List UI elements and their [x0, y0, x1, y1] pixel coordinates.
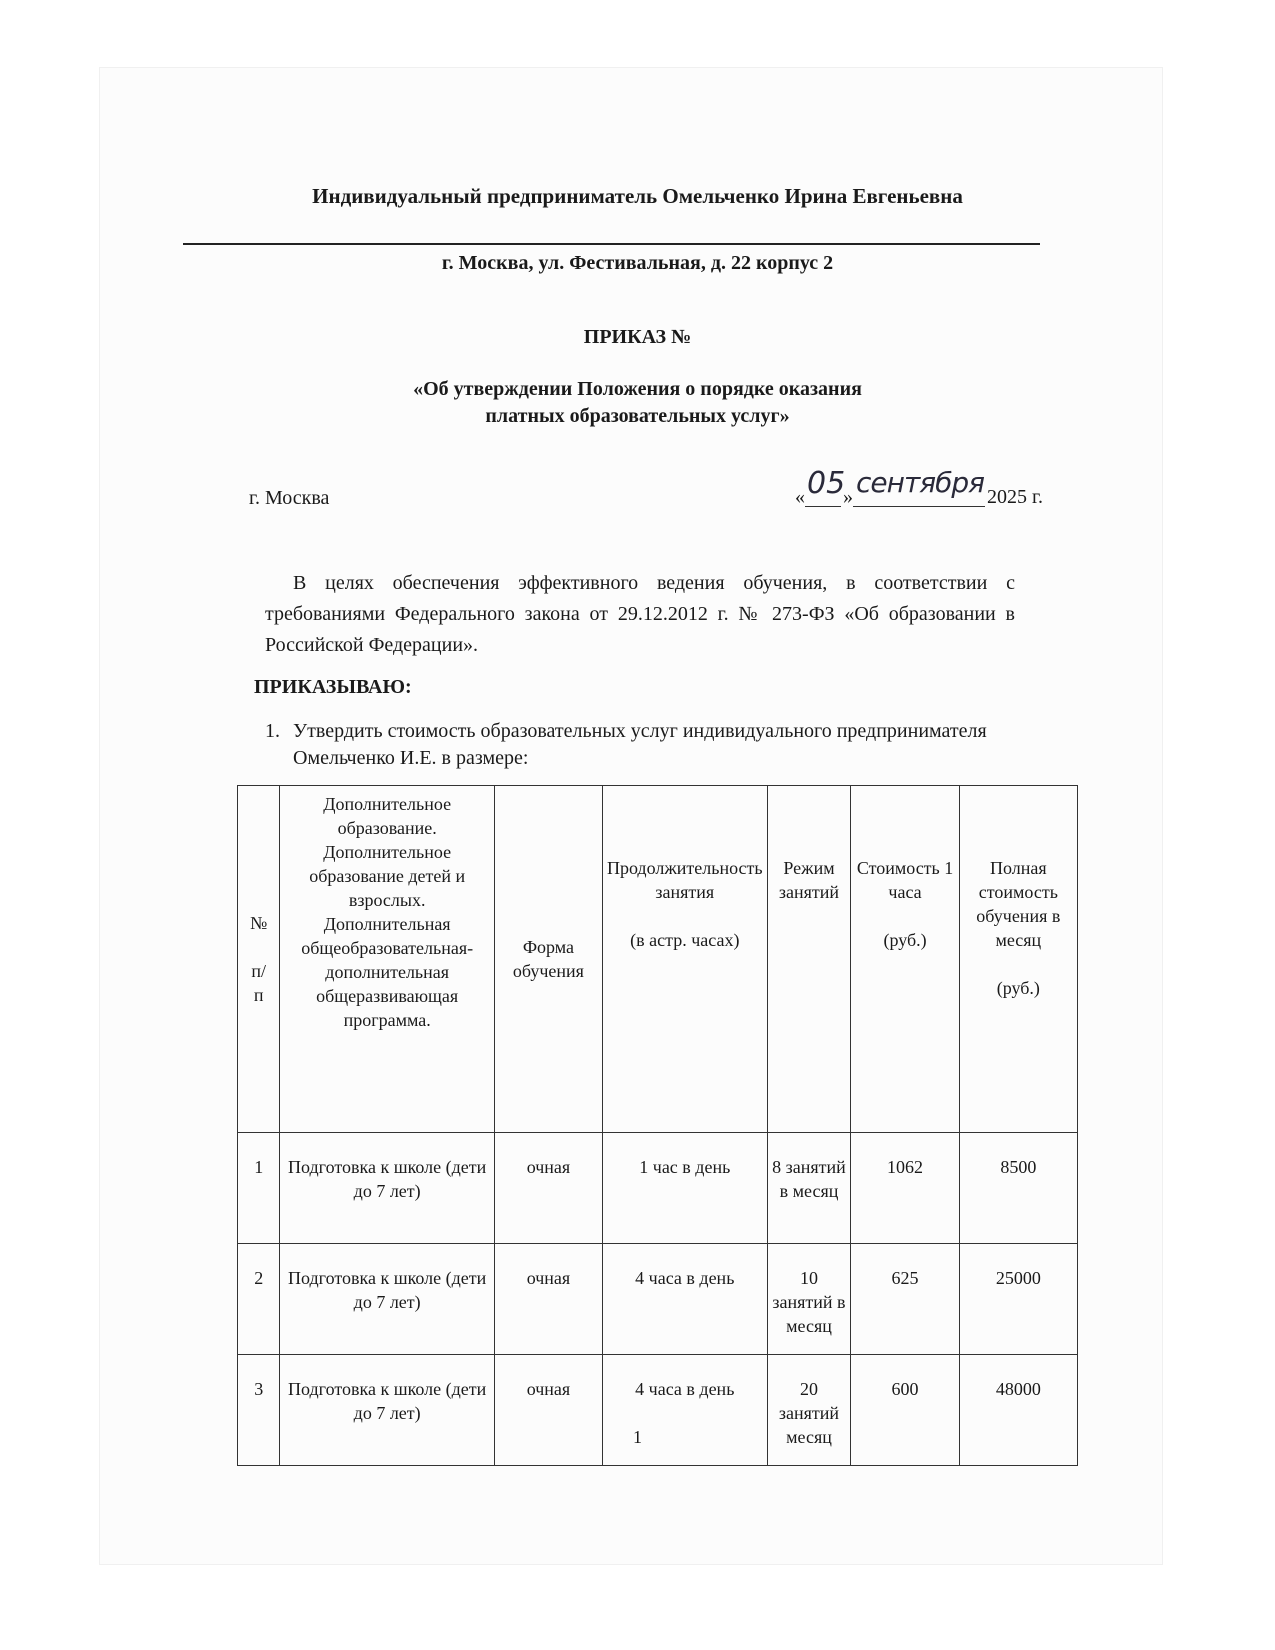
- cell-program: Подготовка к школе (дети до 7 лет): [280, 1244, 494, 1355]
- date-day-handwritten: 05: [807, 466, 846, 501]
- cell-mode: 20 занятий месяц: [767, 1355, 851, 1466]
- cell-full-cost: 48000: [959, 1355, 1077, 1466]
- cell-price: 625: [851, 1244, 959, 1355]
- header-mode: Режим занятий: [767, 786, 851, 1133]
- order-city: г. Москва: [249, 487, 330, 509]
- page-number: 1: [633, 1427, 642, 1447]
- preamble-paragraph: В целях обеспечения эффективного ведения обучения, в соответствии с требованиями Федерального закона от 29.12.2012 г. № 273-ФЗ «Об образовании в Российской Федерации».: [265, 572, 1015, 656]
- table-row: [238, 1355, 1078, 1466]
- table-row: [238, 1133, 1078, 1244]
- date-close-quote: »: [843, 486, 853, 508]
- order-subject-line1: «Об утверждении Положения о порядке оказания: [413, 378, 862, 400]
- header-full-cost: Полная стоимость обучения в месяц (руб.): [959, 786, 1077, 1133]
- cell-program: Подготовка к школе (дети до 7 лет): [280, 1355, 494, 1466]
- list-item-text: Утвердить стоимость образовательных услуг индивидуального предпринимателя Омельченко И.Е. в размере:: [293, 720, 987, 769]
- header-program: Дополнительное образование. Дополнительное образование детей и взрослых. Дополнительная общеобразовательная-дополнительная общеразвивающая программа.: [280, 786, 494, 1133]
- order-title: ПРИКАЗ №: [583, 326, 692, 348]
- date-open-quote: «: [795, 486, 805, 508]
- table-header-row: [238, 786, 1078, 1133]
- order-subject-line2: платных образовательных услуг»: [485, 405, 790, 427]
- date-year: 2025 г.: [987, 486, 1043, 508]
- header-price: Стоимость 1 часа (руб.): [851, 786, 959, 1133]
- header-duration: Продолжительность занятия (в астр. часах): [603, 786, 767, 1133]
- cell-number: 1: [238, 1133, 280, 1244]
- cell-duration: 1 час в день: [603, 1133, 767, 1244]
- cell-mode: 8 занятий в месяц: [767, 1133, 851, 1244]
- order-date: [795, 466, 1055, 506]
- cell-price: 1062: [851, 1133, 959, 1244]
- cell-number: 2: [238, 1244, 280, 1355]
- cell-full-cost: 25000: [959, 1244, 1077, 1355]
- order-subject: [0, 376, 1275, 430]
- table-row: [238, 1244, 1078, 1355]
- cell-duration: 4 часа в день: [603, 1355, 767, 1466]
- cell-form: очная: [494, 1244, 602, 1355]
- cell-number: 3: [238, 1355, 280, 1466]
- decree-heading: ПРИКАЗЫВАЮ:: [254, 676, 412, 698]
- cell-form: очная: [494, 1355, 602, 1466]
- organization-address: г. Москва, ул. Фестивальная, д. 22 корпус 2: [441, 252, 834, 274]
- cell-program: Подготовка к школе (дети до 7 лет): [280, 1133, 494, 1244]
- date-month-handwritten: сентября: [856, 466, 984, 499]
- date-month-underline: [853, 506, 985, 507]
- cell-duration: 4 часа в день: [603, 1244, 767, 1355]
- header-form: Форма обучения: [494, 786, 602, 1133]
- date-day-underline: [805, 506, 841, 507]
- cell-full-cost: 8500: [959, 1133, 1077, 1244]
- header-number: № п/ п: [238, 786, 280, 1133]
- list-item-number: 1.: [265, 720, 280, 742]
- fees-table: [237, 785, 1078, 1466]
- cell-form: очная: [494, 1133, 602, 1244]
- cell-mode: 10 занятий в месяц: [767, 1244, 851, 1355]
- header-divider: [183, 243, 1040, 245]
- cell-price: 600: [851, 1355, 959, 1466]
- organization-name: Индивидуальный предприниматель Омельченко Ирина Евгеньевна: [312, 184, 963, 208]
